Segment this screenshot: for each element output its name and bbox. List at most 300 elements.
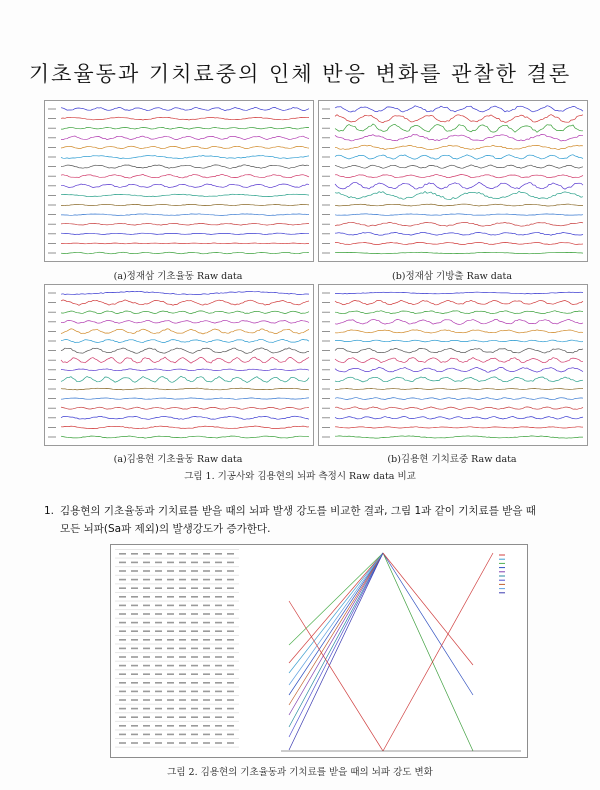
series-line [289,553,383,750]
eeg-trace [335,155,583,160]
table-cell-mark [143,553,150,555]
table-cell-mark [191,699,198,701]
table-cell-mark [131,699,138,701]
table-cell-mark [203,553,210,555]
eeg-trace [335,417,583,420]
table-cell-mark [119,716,126,718]
table-cell-mark [227,639,234,641]
eeg-trace [61,223,309,225]
table-cell-mark [179,639,186,641]
table-cell-mark [143,708,150,710]
table-cell-mark [179,579,186,581]
eeg-trace [335,358,583,363]
table-cell-mark [227,742,234,744]
eeg-trace [61,339,309,342]
paragraph-line-2: 모든 뇌파(Sa파 제외)의 발생강도가 증가한다. [60,523,271,535]
table-cell-mark [131,673,138,675]
table-cell-mark [119,639,126,641]
eeg-trace [61,252,309,254]
table-cell-mark [167,734,174,736]
eeg-trace [61,107,309,110]
eeg-trace [61,165,309,169]
table-cell-mark [131,742,138,744]
table-cell-mark [191,716,198,718]
table-cell-mark [167,579,174,581]
table-cell-mark [179,562,186,564]
table-cell-mark [203,639,210,641]
table-cell-mark [191,648,198,650]
table-cell-mark [143,691,150,693]
eeg-trace [335,389,583,390]
table-cell-mark [227,613,234,615]
table-cell-mark [167,553,174,555]
eeg-trace [61,320,309,323]
series-line [383,553,473,695]
table-cell-mark [179,587,186,589]
table-cell-mark [119,682,126,684]
table-cell-mark [143,613,150,615]
table-cell-mark [203,682,210,684]
eeg-trace [61,388,309,390]
table-cell-mark [167,699,174,701]
table-cell-mark [131,562,138,564]
table-cell-mark [179,613,186,615]
table-cell-mark [167,570,174,572]
table-cell-mark [215,639,222,641]
paragraph-number: 1. [44,505,55,517]
eeg-trace [335,398,583,400]
table-cell-mark [131,553,138,555]
eeg-trace [335,204,583,206]
figure-1-caption: 그림 1. 기공사와 김용현의 뇌파 측정시 Raw data 비교 [184,471,416,482]
figure-2-lines [111,545,527,757]
eeg-trace [335,407,583,410]
table-cell-mark [191,579,198,581]
eeg-traces-a [45,101,313,261]
table-cell-mark [215,613,222,615]
table-cell-mark [191,734,198,736]
eeg-trace [61,174,309,178]
table-cell-mark [131,639,138,641]
eeg-trace [335,242,583,244]
table-cell-mark [227,734,234,736]
table-cell-mark [179,716,186,718]
eeg-trace [61,311,309,314]
table-cell-mark [143,734,150,736]
eeg-trace [61,127,309,129]
table-cell-mark [227,682,234,684]
raw-data-panel-b [318,100,588,262]
eeg-trace [61,369,309,371]
table-cell-mark [227,708,234,710]
table-cell-mark [203,579,210,581]
table-cell-mark [179,691,186,693]
table-cell-mark [191,665,198,667]
series-line [289,553,383,645]
table-cell-mark [191,562,198,564]
table-cell-mark [227,716,234,718]
table-cell-mark [203,562,210,564]
table-cell-mark [215,716,222,718]
eeg-trace [61,117,309,120]
table-cell-mark [215,656,222,658]
table-cell-mark [179,673,186,675]
eeg-trace [61,146,309,148]
eeg-trace [61,184,309,188]
table-cell-mark [203,570,210,572]
table-cell-mark [167,708,174,710]
table-cell-mark [155,579,162,581]
eeg-trace [335,165,583,168]
table-cell-mark [155,699,162,701]
table-cell-mark [167,630,174,632]
eeg-trace [335,115,583,123]
table-cell-mark [155,673,162,675]
table-cell-mark [155,553,162,555]
table-cell-mark [203,725,210,727]
table-cell-mark [167,622,174,624]
eeg-trace [335,106,583,112]
table-cell-mark [155,716,162,718]
table-cell-mark [179,708,186,710]
table-cell-mark [179,742,186,744]
table-cell-mark [131,708,138,710]
table-cell-mark [191,570,198,572]
table-cell-mark [203,613,210,615]
table-cell-mark [179,682,186,684]
eeg-trace [335,214,583,215]
table-cell-mark [215,648,222,650]
table-cell-mark [191,613,198,615]
table-cell-mark [143,742,150,744]
table-cell-mark [179,570,186,572]
raw-data-panel-d [318,284,588,446]
table-cell-mark [167,596,174,598]
table-cell-mark [131,725,138,727]
eeg-trace [61,291,309,294]
table-cell-mark [131,613,138,615]
table-cell-mark [227,725,234,727]
table-cell-mark [203,622,210,624]
table-cell-mark [119,648,126,650]
table-cell-mark [119,562,126,564]
table-cell-mark [203,656,210,658]
table-cell-mark [119,613,126,615]
table-cell-mark [119,630,126,632]
table-cell-mark [155,734,162,736]
table-cell-mark [191,553,198,555]
table-cell-mark [119,673,126,675]
eeg-trace [61,357,309,363]
table-cell-mark [215,630,222,632]
table-cell-mark [143,716,150,718]
eeg-trace [335,436,583,438]
table-cell-mark [131,605,138,607]
table-cell-mark [143,570,150,572]
table-cell-mark [167,639,174,641]
table-cell-mark [227,562,234,564]
table-cell-mark [155,562,162,564]
table-cell-mark [131,587,138,589]
table-cell-mark [227,622,234,624]
table-cell-mark [119,570,126,572]
eeg-trace [61,243,309,244]
table-cell-mark [143,622,150,624]
table-cell-mark [119,691,126,693]
eeg-trace [61,407,309,409]
table-cell-mark [215,699,222,701]
eeg-trace [61,156,309,159]
series-line [289,553,383,663]
eeg-trace [335,311,583,314]
table-cell-mark [203,716,210,718]
table-cell-mark [191,656,198,658]
table-cell-mark [179,648,186,650]
eeg-trace [335,367,583,372]
table-cell-mark [155,682,162,684]
table-cell-mark [203,665,210,667]
table-cell-mark [191,682,198,684]
table-cell-mark [227,699,234,701]
eeg-trace [335,427,583,428]
table-cell-mark [227,553,234,555]
table-cell-mark [143,587,150,589]
table-cell-mark [119,605,126,607]
table-cell-mark [179,553,186,555]
table-cell-mark [179,656,186,658]
series-line [289,553,383,673]
table-cell-mark [203,605,210,607]
eeg-trace [61,436,309,438]
table-cell-mark [143,656,150,658]
table-cell-mark [179,725,186,727]
eeg-trace [335,222,583,226]
table-cell-mark [215,742,222,744]
table-cell-mark [119,579,126,581]
table-cell-mark [155,587,162,589]
table-cell-mark [179,734,186,736]
table-cell-mark [143,605,150,607]
eeg-trace [335,377,583,382]
table-cell-mark [143,562,150,564]
table-cell-mark [215,673,222,675]
table-cell-mark [167,605,174,607]
table-cell-mark [215,562,222,564]
table-cell-mark [191,596,198,598]
eeg-trace [335,340,583,342]
table-cell-mark [119,596,126,598]
table-cell-mark [131,579,138,581]
table-cell-mark [215,665,222,667]
eeg-trace [335,145,583,149]
table-cell-mark [215,725,222,727]
table-cell-mark [155,725,162,727]
table-cell-mark [131,648,138,650]
table-cell-mark [167,716,174,718]
eeg-trace [335,135,583,142]
table-cell-mark [203,587,210,589]
eeg-trace [61,233,309,234]
eeg-trace [335,319,583,324]
eeg-trace [335,175,583,178]
table-cell-mark [191,691,198,693]
raw-data-panel-a [44,100,314,262]
table-cell-mark [215,708,222,710]
eeg-trace [335,252,583,254]
table-cell-mark [131,665,138,667]
eeg-trace [61,348,309,354]
table-cell-mark [215,605,222,607]
series-line [289,553,383,715]
table-cell-mark [203,742,210,744]
series-line [289,553,383,737]
caption-panel-a: (a)정재삼 기초율동 Raw data [113,271,243,282]
table-cell-mark [179,630,186,632]
table-cell-mark [179,665,186,667]
table-cell-mark [167,742,174,744]
eeg-trace [335,300,583,305]
table-cell-mark [227,673,234,675]
table-cell-mark [227,596,234,598]
eeg-trace [61,416,309,419]
table-cell-mark [215,691,222,693]
table-cell-mark [143,579,150,581]
table-cell-mark [131,682,138,684]
table-cell-mark [203,673,210,675]
table-cell-mark [155,691,162,693]
table-cell-mark [119,665,126,667]
caption-panel-c: (a)김용현 기초율동 Raw data [113,454,243,465]
series-line [383,553,473,751]
table-cell-mark [191,622,198,624]
table-cell-mark [167,691,174,693]
table-cell-mark [167,665,174,667]
eeg-trace [61,214,309,216]
eeg-trace [335,182,583,189]
table-cell-mark [155,648,162,650]
table-cell-mark [179,699,186,701]
document-title: 기초율동과 기치료중의 인체 반응 변화를 관찰한 결론 [28,62,572,86]
table-cell-mark [155,596,162,598]
series-line [289,553,383,727]
table-cell-mark [227,656,234,658]
series-line [289,553,383,705]
eeg-trace [61,204,309,205]
table-cell-mark [227,665,234,667]
table-cell-mark [155,630,162,632]
table-cell-mark [191,725,198,727]
table-cell-mark [131,656,138,658]
table-cell-mark [131,691,138,693]
table-cell-mark [215,682,222,684]
table-cell-mark [215,596,222,598]
table-cell-mark [155,665,162,667]
series-line [383,553,473,665]
table-cell-mark [191,639,198,641]
result-paragraph [44,502,600,538]
eeg-trace [61,398,309,399]
eeg-trace [61,426,309,429]
table-cell-mark [167,682,174,684]
table-cell-mark [131,716,138,718]
table-cell-mark [215,570,222,572]
table-cell-mark [155,570,162,572]
eeg-trace [335,124,583,132]
table-cell-mark [155,613,162,615]
table-cell-mark [179,605,186,607]
table-cell-mark [155,605,162,607]
table-cell-mark [143,699,150,701]
table-cell-mark [203,630,210,632]
eeg-traces-b [319,101,587,261]
table-cell-mark [179,622,186,624]
raw-data-panel-c [44,284,314,446]
table-cell-mark [203,596,210,598]
table-cell-mark [167,562,174,564]
table-cell-mark [167,648,174,650]
series-line [289,553,383,685]
table-cell-mark [131,630,138,632]
caption-panel-d: (b)김용현 기치료중 Raw data [387,454,517,465]
table-cell-mark [119,734,126,736]
table-cell-mark [143,648,150,650]
eeg-trace [61,376,309,382]
eeg-traces-d [319,285,587,445]
table-cell-mark [155,622,162,624]
eeg-trace [61,300,309,305]
table-cell-mark [179,596,186,598]
table-cell-mark [131,734,138,736]
table-cell-mark [119,742,126,744]
table-cell-mark [227,570,234,572]
table-cell-mark [143,665,150,667]
table-cell-mark [155,656,162,658]
table-cell-mark [227,648,234,650]
table-cell-mark [131,622,138,624]
table-cell-mark [191,630,198,632]
table-cell-mark [227,587,234,589]
table-cell-mark [227,579,234,581]
table-cell-mark [167,587,174,589]
table-cell-mark [155,639,162,641]
table-cell-mark [191,605,198,607]
table-cell-mark [143,673,150,675]
table-cell-mark [119,699,126,701]
series-line [383,553,493,751]
table-cell-mark [131,570,138,572]
eeg-trace [335,191,583,199]
figure-2-caption: 그림 2. 김용현의 기초율동과 기치료를 받을 때의 뇌파 강도 변화 [167,767,433,778]
table-cell-mark [203,699,210,701]
table-cell-mark [191,673,198,675]
eeg-trace [335,232,583,235]
table-cell-mark [119,622,126,624]
table-cell-mark [203,648,210,650]
eeg-trace [61,329,309,334]
table-cell-mark [119,587,126,589]
table-cell-mark [143,639,150,641]
paragraph-line-1: 김용현의 기초율동과 기치료를 받을 때의 뇌파 발생 강도를 비교한 결과, 그림 1과 같이 기치료를 받을 때 [60,505,536,517]
eeg-traces-c [45,285,313,445]
table-cell-mark [167,673,174,675]
caption-panel-b: (b)정재삼 기방출 Raw data [391,271,512,282]
table-cell-mark [203,734,210,736]
table-cell-mark [203,691,210,693]
table-cell-mark [155,708,162,710]
eeg-trace [335,348,583,353]
table-cell-mark [215,622,222,624]
table-cell-mark [167,725,174,727]
